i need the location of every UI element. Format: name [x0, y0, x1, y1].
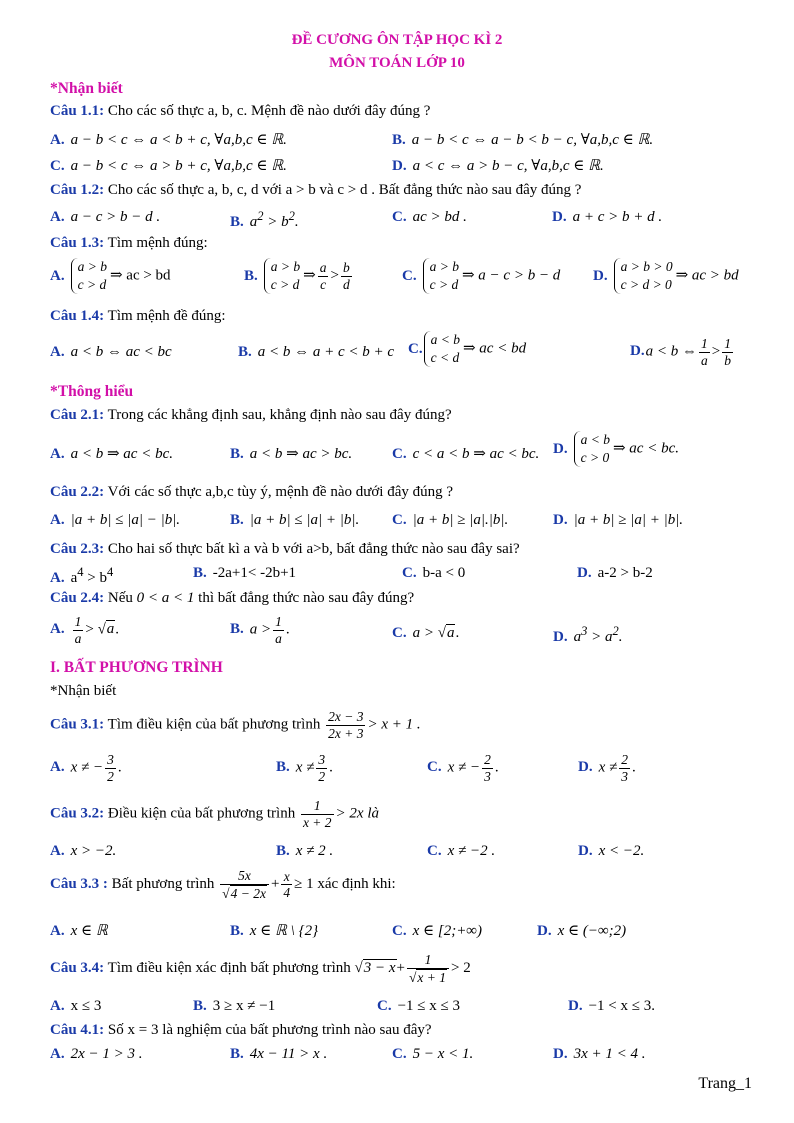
option-4-1-b: B. 4x − 11 > x . — [230, 1046, 328, 1062]
option-2-2-a: A. |a + b| ≤ |a| − |b|. — [50, 512, 181, 528]
question-1-2: Câu 1.2: Cho các số thực a, b, c, d với a > b và c > d . Bất đẳng thức nào sau đây đúng ? — [50, 182, 582, 198]
option-1-3-d: D. a > b > 0 c > d > 0 ⇒ ac > bd — [593, 258, 739, 294]
option-1-2-b: B. $a^2 > b^2$. — [230, 209, 299, 230]
option-3-3-d: D. x ∈ (−∞;2) — [537, 923, 627, 939]
option-1-3-c: C. a > b c > d ⇒ a − c > b − d — [402, 258, 560, 294]
option-2-2-c: C. |a + b| ≥ |a|.|b|. — [392, 512, 509, 528]
option-3-4-d: D. −1 < x ≤ 3. — [568, 998, 655, 1014]
option-1-3-b: B. a > b c > d ⇒ $\frac{a}{c}$ > $\frac{b}{d}$ — [244, 258, 354, 294]
page-number: Trang_1 — [698, 1075, 752, 1092]
option-3-3-b: B. x ∈ ℝ \ {2} — [230, 923, 319, 939]
section-nhan-biet: *Nhận biết — [50, 80, 123, 97]
option-1-1-b: B. a − b < c ⇔ a − b < b − c, ∀a,b,c ∈ ℝ. — [392, 132, 654, 148]
question-4-1: Câu 4.1: Số x = 3 là nghiệm của bất phương trình nào sau đây? — [50, 1022, 432, 1038]
option-1-4-c: C. a < b c < d ⇒ ac < bd — [408, 331, 526, 367]
option-3-4-a: A. x ≤ 3 — [50, 998, 102, 1014]
option-2-3-b: B. -2a+1< -2b+1 — [193, 565, 297, 581]
question-1-4: Câu 1.4: Tìm mệnh đề đúng: — [50, 308, 226, 324]
question-2-2: Câu 2.2: Với các số thực a,b,c tùy ý, mệnh đề nào dưới đây đúng ? — [50, 484, 454, 500]
option-1-1-a: A. a − b < c ⇔ a < b + c, ∀a,b,c ∈ ℝ. — [50, 132, 287, 148]
option-3-1-d: D. x ≠ $\frac{2}{3}$ . — [578, 752, 636, 784]
option-1-4-b: B. a < b ⇔ a + c < b + c — [238, 344, 395, 360]
question-3-1: Câu 3.1: Tìm điều kiện của bất phương trình $\frac{2x - 3}{2x + 3}$ > x + 1 . — [50, 709, 421, 741]
option-3-1-b: B. x ≠ $\frac{3}{2}$ . — [276, 752, 333, 784]
question-3-3: Câu 3.3 : Bất phương trình $\frac{5x}{√4 - 2x}$ + $\frac{x}{4}$ ≥ 1 xác định khi: — [50, 868, 396, 901]
option-3-2-d: D. x < −2. — [578, 843, 645, 859]
option-3-2-c: C. x ≠ −2 . — [427, 843, 496, 859]
question-3-2: Câu 3.2: Điều kiện của bất phương trình $\frac{1}{x + 2}$ > 2x là — [50, 798, 379, 830]
option-2-3-d: D. a-2 > b-2 — [577, 565, 653, 581]
option-2-2-d: D. |a + b| ≥ |a| + |b|. — [553, 512, 684, 528]
question-1-3: Câu 1.3: Tìm mệnh đúng: — [50, 235, 208, 251]
option-2-1-b: B. a < b ⇒ ac > bc. — [230, 446, 353, 462]
section-nhan-biet-2: *Nhận biết — [50, 683, 117, 699]
option-4-1-a: A. 2x − 1 > 3 . — [50, 1046, 143, 1062]
question-2-4: Câu 2.4: Nếu 0 < a < 1 thì bất đẳng thức nào sau đây đúng? — [50, 590, 415, 606]
option-3-3-c: C. x ∈ [2;+∞) — [392, 923, 482, 939]
option-1-1-c: C. a − b < c ⇔ a > b + c, ∀a,b,c ∈ ℝ. — [50, 158, 287, 174]
option-2-3-c: C. b-a < 0 — [402, 565, 466, 581]
option-4-1-d: D. 3x + 1 < 4 . — [553, 1046, 646, 1062]
section-bat-phuong-trinh: I. BẤT PHƯƠNG TRÌNH — [50, 659, 223, 676]
option-2-1-a: A. a < b ⇒ ac < bc. — [50, 446, 173, 462]
section-thong-hieu: *Thông hiểu — [50, 383, 134, 400]
option-4-1-c: C. 5 − x < 1. — [392, 1046, 474, 1062]
question-2-1: Câu 2.1: Trong các khẳng định sau, khẳng định nào sau đây đúng? — [50, 407, 452, 423]
question-3-4: Câu 3.4: Tìm điều kiện xác định bất phương trình √3 − x+ $\frac{1}{√x + 1}$ > 2 — [50, 952, 471, 985]
doc-title: ĐỀ CƯƠNG ÔN TẬP HỌC KÌ 2 — [291, 32, 503, 48]
option-3-1-a: A. x ≠ − $\frac{3}{2}$ . — [50, 752, 122, 784]
option-2-4-a: A. $\frac{1}{a}$ > √a. — [50, 614, 120, 646]
option-2-2-b: B. |a + b| ≤ |a| + |b|. — [230, 512, 360, 528]
option-3-1-c: C. x ≠ − $\frac{2}{3}$ . — [427, 752, 499, 784]
option-1-2-c: C. ac > bd . — [392, 209, 467, 225]
option-3-2-a: A. x > −2. — [50, 843, 117, 859]
option-2-4-d: D. $a^3 > a^2$. — [553, 624, 623, 645]
option-1-4-d: D.a < b ⇔ $\frac{1}{a}$ > $\frac{1}{b}$ — [630, 336, 731, 368]
option-1-4-a: A. a < b ⇔ ac < bc — [50, 344, 172, 360]
option-3-4-c: C. −1 ≤ x ≤ 3 — [377, 998, 461, 1014]
option-2-3-a: A. $a^4 > b^4$ — [50, 565, 114, 586]
question-2-3: Câu 2.3: Cho hai số thực bất kì a và b với a>b, bất đẳng thức nào sau đây sai? — [50, 541, 520, 557]
option-2-1-c: C. c < a < b ⇒ ac < bc. — [392, 446, 540, 462]
option-2-4-c: C. a > √a. — [392, 625, 460, 641]
option-1-2-a: A. a − c > b − d . — [50, 209, 161, 225]
doc-subtitle: MÔN TOÁN LỚP 10 — [329, 55, 465, 71]
question-1-1: Câu 1.1: Cho các số thực a, b, c. Mệnh đề nào dưới đây đúng ? — [50, 103, 431, 119]
option-3-4-b: B. 3 ≥ x ≠ −1 — [193, 998, 276, 1014]
option-2-1-d: D. a < b c > 0 ⇒ ac < bc. — [553, 431, 679, 467]
option-3-3-a: A. x ∈ ℝ — [50, 923, 108, 939]
option-1-3-a: A. a > b c > d ⇒ ac > bd — [50, 258, 171, 294]
option-1-1-d: D. a < c ⇔ a > b − c, ∀a,b,c ∈ ℝ. — [392, 158, 604, 174]
option-3-2-b: B. x ≠ 2 . — [276, 843, 334, 859]
option-1-2-d: D. a + c > b + d . — [552, 209, 663, 225]
option-2-4-b: B. a > $\frac{1}{a}$ . — [230, 614, 290, 646]
